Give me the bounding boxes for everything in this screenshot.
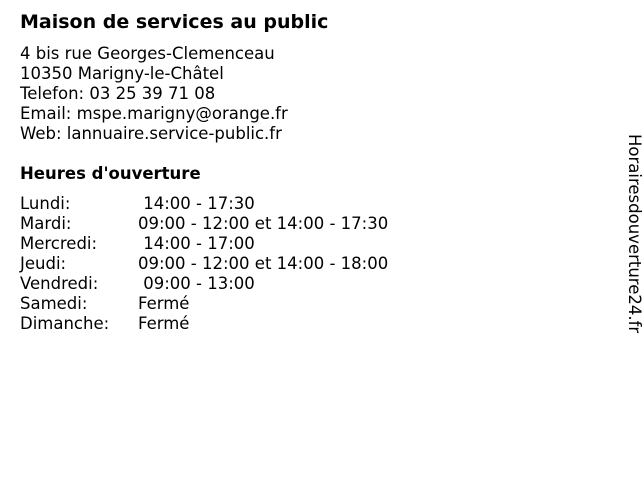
hours-time: 14:00 - 17:00 bbox=[138, 234, 255, 253]
opening-hours-heading: Heures d'ouverture bbox=[20, 164, 201, 183]
phone-number: Telefon: 03 25 39 71 08 bbox=[20, 84, 216, 103]
address-block bbox=[20, 44, 288, 144]
email-address: Email: mspe.marigny@orange.fr bbox=[20, 104, 288, 123]
hours-row-jeudi bbox=[20, 254, 460, 274]
hours-day: Lundi: bbox=[20, 194, 71, 213]
hours-row-mercredi bbox=[20, 234, 460, 254]
hours-time: 09:00 - 12:00 et 14:00 - 18:00 bbox=[138, 254, 389, 273]
postal-city: 10350 Marigny-le-Châtel bbox=[20, 64, 224, 83]
hours-row-samedi bbox=[20, 294, 460, 314]
hours-row-vendredi bbox=[20, 274, 460, 294]
hours-time: Fermé bbox=[138, 314, 190, 333]
hours-row-mardi bbox=[20, 214, 460, 234]
hours-time: 09:00 - 12:00 et 14:00 - 17:30 bbox=[138, 214, 389, 233]
hours-day: Jeudi: bbox=[20, 254, 67, 273]
opening-hours-table bbox=[20, 194, 460, 334]
hours-row-lundi bbox=[20, 194, 460, 214]
hours-day: Samedi: bbox=[20, 294, 88, 313]
site-watermark: Horairesdouverture24.fr bbox=[625, 134, 644, 334]
website: Web: lannuaire.service-public.fr bbox=[20, 124, 282, 143]
hours-day: Dimanche: bbox=[20, 314, 110, 333]
hours-day: Mercredi: bbox=[20, 234, 98, 253]
hours-time: Fermé bbox=[138, 294, 190, 313]
hours-time: 09:00 - 13:00 bbox=[138, 274, 255, 293]
hours-row-dimanche bbox=[20, 314, 460, 334]
page-title: Maison de services au public bbox=[20, 11, 329, 33]
hours-day: Vendredi: bbox=[20, 274, 99, 293]
street-address: 4 bis rue Georges-Clemenceau bbox=[20, 44, 275, 63]
hours-time: 14:00 - 17:30 bbox=[138, 194, 255, 213]
hours-day: Mardi: bbox=[20, 214, 72, 233]
